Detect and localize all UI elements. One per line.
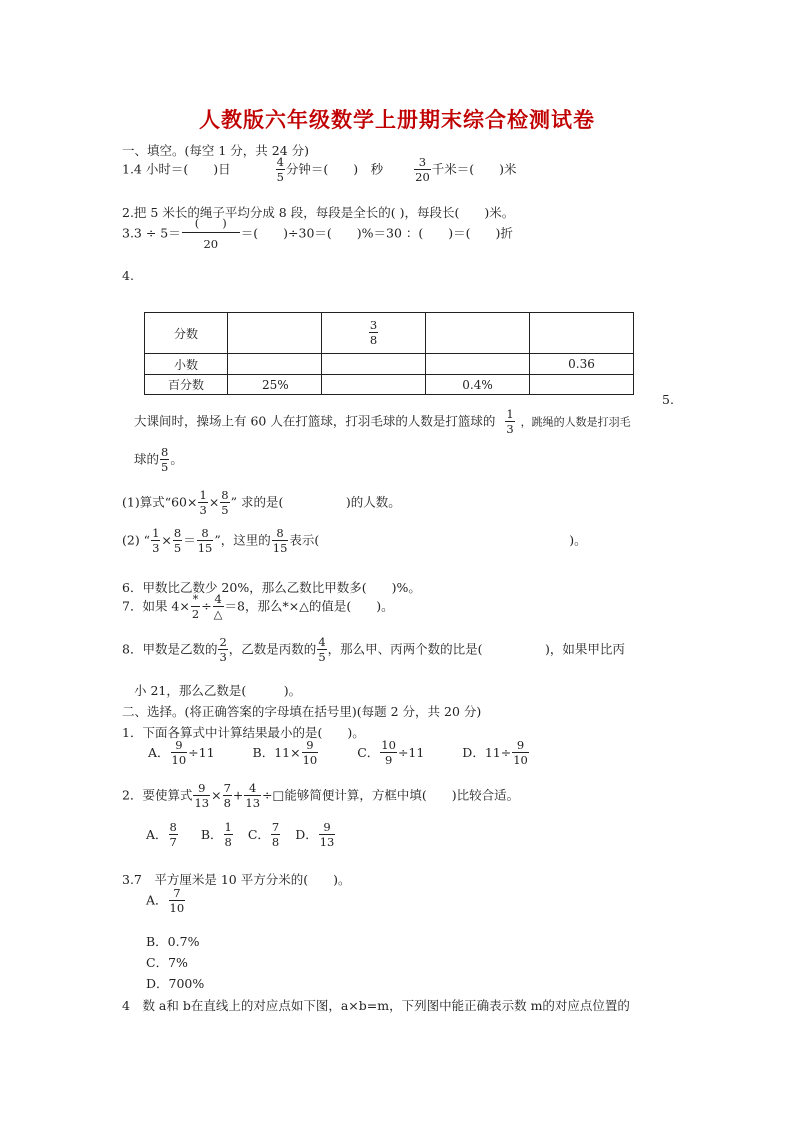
choice-question-1-options	[148, 740, 530, 766]
table-cell	[228, 354, 322, 375]
question-7: 7．如果 4× $\frac{*}{2}$ ÷ $\frac{4}{\triangle}$ ＝8，那么*×△的值是( )。	[122, 592, 394, 621]
question-4-label: 4.	[122, 268, 134, 283]
choice-question-2: 2．要使算式 $\frac{9}{13}$ × $\frac{7}{8}$ + $\frac{4}{13}$ ÷□能够简便计算，方框中填( )比较合适。	[122, 781, 520, 810]
option-a[interactable]: A． $\frac{9}{10}$ ÷11	[148, 738, 215, 767]
table-row-label: 小数	[145, 354, 228, 375]
question-3: 3.3 ÷ 5＝ $\frac{( )}{20}$ ＝( )÷30＝( )%＝30 ：( )＝( )折	[122, 216, 513, 251]
table-cell: $\frac{3}{8}$	[322, 313, 426, 354]
choice-question-4: 4 数 a和 b在直线上的对应点如下图，a×b=m，下列图中能正确表示数 m的对应点位置的	[122, 998, 630, 1013]
option-d[interactable]: D． $\frac{9}{13}$	[295, 820, 335, 849]
fraction: $\frac{4}{5}$	[276, 155, 284, 184]
question-8-line1: 8．甲数是乙数的 $\frac{2}{3}$ ，乙数是丙数的 $\frac{4}{5}$ ，那么甲、丙两个数的比是( )，如果甲比丙	[122, 635, 625, 664]
question-5-line1: 大课间时，操场上有 60 人在打篮球，打羽毛球的人数是打篮球的 $\frac{1}{3}$ ，跳绳的人数是打羽毛	[134, 407, 631, 436]
table-cell	[322, 354, 426, 375]
page-title: 人教版六年级数学上册期末综合检测试卷	[199, 107, 595, 132]
table-cell: 25%	[228, 375, 322, 395]
option-c[interactable]: C．7%	[146, 955, 188, 970]
table-cell	[228, 313, 322, 354]
question-5-line2: 球的 $\frac{8}{5}$ 。	[134, 445, 183, 474]
table-row-label: 分数	[145, 313, 228, 354]
question-8-line2: 小 21，那么乙数是( )。	[134, 683, 302, 698]
table-cell	[426, 354, 530, 375]
question-6: 6．甲数比乙数少 20%，那么乙数比甲数多( )%。	[122, 580, 421, 595]
fraction: $\frac{( )}{20}$	[182, 218, 240, 250]
section2-heading: 二、选择。(将正确答案的字母填在括号里)(每题 2 分，共 20 分)	[122, 704, 482, 719]
choice-question-1: 1．下面各算式中计算结果最小的是( )。	[122, 725, 365, 740]
fraction: $\frac{3}{20}$	[415, 155, 430, 184]
choice-question-3: 3.7 平方厘米是 10 平方分米的( )。	[122, 872, 351, 887]
question-5-sub2: (2) “ $\frac{1}{3}$ × $\frac{8}{5}$ ＝ $\frac{8}{15}$ ”，这里的 $\frac{8}{15}$ 表示( )。	[122, 526, 587, 555]
table-cell	[426, 313, 530, 354]
question-2: 2.把 5 米长的绳子平均分成 8 段，每段是全长的( )，每段长( )米。	[122, 205, 515, 220]
option-b[interactable]: B．0.7%	[146, 934, 200, 949]
table-cell: 0.4%	[426, 375, 530, 395]
option-c[interactable]: C． $\frac{7}{8}$	[247, 820, 280, 849]
option-a[interactable]: A． $\frac{7}{10}$	[146, 886, 185, 915]
table-cell: 0.36	[530, 354, 634, 375]
option-b[interactable]: B． $\frac{1}{8}$	[200, 820, 232, 849]
option-d[interactable]: D．700%	[146, 976, 205, 991]
option-a[interactable]: A． $\frac{8}{7}$	[146, 820, 177, 849]
conversion-table	[144, 312, 634, 395]
question-1: 1.4 小时＝( )日 $\frac{4}{5}$ 分钟＝( ) 秒 $\frac{3}{20}$ 千米＝( )米	[122, 155, 517, 184]
table-cell	[322, 375, 426, 395]
option-d[interactable]: D．11÷ $\frac{9}{10}$	[462, 738, 528, 767]
table-cell	[530, 313, 634, 354]
option-c[interactable]: C． $\frac{10}{9}$ ÷11	[357, 738, 425, 767]
question-5-label: 5.	[662, 392, 674, 407]
choice-question-2-options	[146, 822, 336, 848]
table-cell	[530, 375, 634, 395]
table-row-label: 百分数	[145, 375, 228, 395]
section1-heading: 一、填空。(每空 1 分，共 24 分)	[122, 143, 310, 158]
option-b[interactable]: B．11× $\frac{9}{10}$	[252, 738, 318, 767]
question-5-sub1: (1)算式“60× $\frac{1}{3}$ × $\frac{8}{5}$ ” 求的是( )的人数。	[122, 488, 401, 517]
